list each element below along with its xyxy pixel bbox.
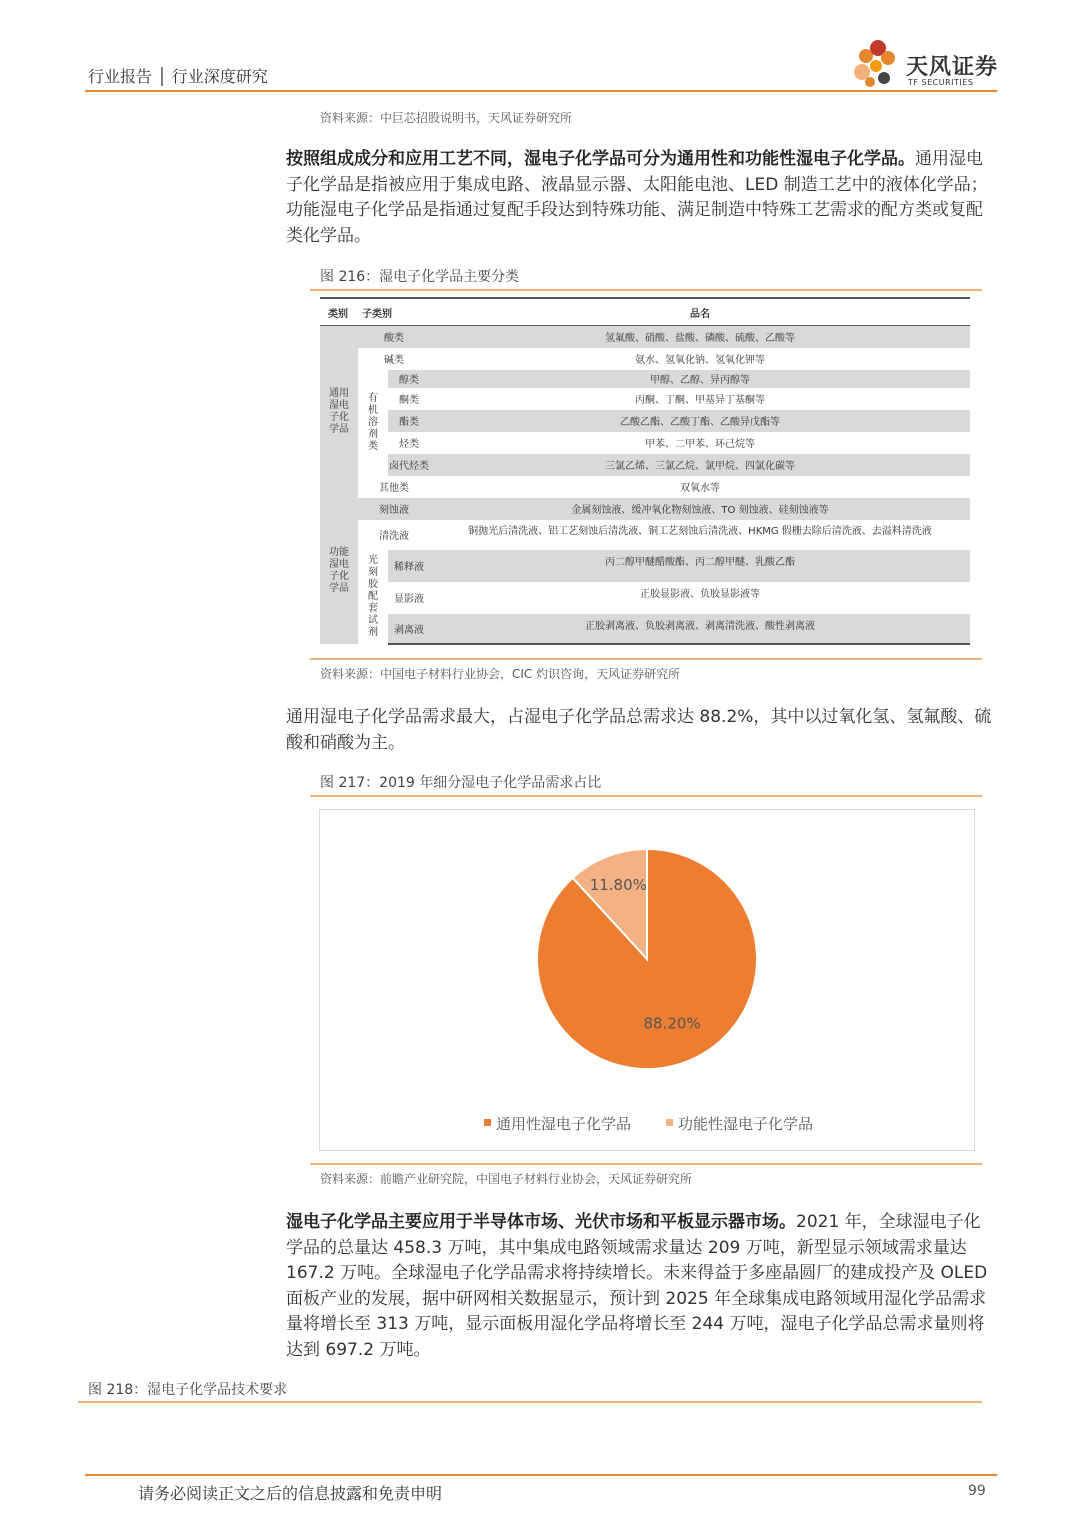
header-category: 类别 — [320, 298, 358, 326]
subcategory-cell: 碱类 — [358, 348, 430, 370]
figure-216-title: 图 216：湿电子化学品主要分类 — [320, 269, 520, 285]
paragraph-market-application — [286, 1210, 996, 1363]
product-cell: 丙二醇甲醚醋酸酯、丙二醇甲醚、乳酸乙酯 — [430, 550, 970, 582]
table-row — [320, 454, 970, 476]
pie-data-label-1: 11.80% — [589, 876, 647, 895]
legend-label-1: 功能性湿电子化学品 — [678, 1115, 814, 1133]
subcategory-cell: 其他类 — [358, 476, 430, 498]
figure-216-bottom-rule — [310, 658, 982, 660]
table-row — [320, 348, 970, 370]
subcategory-cell: 醇类 — [388, 370, 430, 388]
subcategory-cell: 剥离液 — [388, 614, 430, 644]
table-row — [320, 432, 970, 454]
table-row — [320, 476, 970, 498]
brand-name: 天风证券 — [906, 55, 999, 80]
table-row — [320, 498, 970, 520]
product-cell: 正胶剥离液、负胶剥离液、剥离清洗液、酸性剥离液 — [430, 614, 970, 644]
category-general: 通用湿电子化学品 — [320, 326, 358, 498]
subcategory-cell: 刻蚀液 — [358, 498, 430, 520]
table-row — [320, 410, 970, 432]
subcategory-photoresist-reagents: 光刻胶配套试剂 — [358, 550, 388, 644]
header-subcategory: 子类别 — [358, 298, 430, 326]
footer-divider — [85, 1474, 997, 1476]
product-cell: 三氯乙烯、三氯乙烷、氯甲烷、四氯化碳等 — [430, 454, 970, 476]
figure-218-top-rule — [78, 1401, 982, 1403]
product-cell: 氢氟酸、硝酸、盐酸、磷酸、硫酸、乙酸等 — [430, 326, 970, 348]
paragraph-lead: 按照组成成分和应用工艺不同，湿电子化学品可分为通用性和功能性湿电子化学品。 — [286, 149, 915, 169]
header-divider — [85, 90, 997, 92]
product-cell: 乙酸乙酯、乙酸丁酯、乙酸异戊酯等 — [430, 410, 970, 432]
figure-217-source: 资料来源：前瞻产业研究院，中国电子材料行业协会，天风证券研究所 — [320, 1172, 693, 1186]
legend-label-0: 通用性湿电子化学品 — [496, 1115, 632, 1133]
table-row — [320, 388, 970, 410]
product-cell: 双氧水等 — [430, 476, 970, 498]
table-row — [320, 614, 970, 644]
figure-217-title: 图 217：2019 年细分湿电子化学品需求占比 — [320, 775, 602, 791]
footer-disclaimer: 请务必阅读正文之后的信息披露和免责申明 — [138, 1484, 443, 1503]
header-product: 品名 — [430, 298, 970, 326]
legend-swatch-0 — [484, 1119, 491, 1126]
figure-218-title: 图 218：湿电子化学品技术要求 — [88, 1382, 288, 1398]
product-cell: 甲苯、二甲苯、环己烷等 — [430, 432, 970, 454]
product-cell: 丙酮、丁酮、甲基异丁基酮等 — [430, 388, 970, 410]
subcategory-cell: 酯类 — [388, 410, 430, 432]
product-cell: 甲醇、乙醇、异丙醇等 — [430, 370, 970, 388]
table-row — [320, 550, 970, 582]
report-type-label: 行业报告 │ 行业深度研究 — [88, 67, 268, 86]
product-cell: 氨水、氢氧化钠、氢氧化钾等 — [430, 348, 970, 370]
subcategory-cell: 酸类 — [358, 326, 430, 348]
table-row — [320, 370, 970, 388]
brand-subtitle: TF SECURITIES — [908, 78, 974, 87]
product-cell: 正胶显影液、负胶显影液等 — [430, 582, 970, 614]
subcategory-cell: 卤代烃类 — [388, 454, 430, 476]
paragraph-classification — [286, 147, 996, 249]
table-row — [320, 582, 970, 614]
category-functional: 功能湿电子化学品 — [320, 498, 358, 644]
pie-chart — [320, 810, 974, 1150]
paragraph-body: 通用湿电子化学品是指被应用于集成电路、液晶显示器、太阳能电池、LED 制造工艺中的液体化学品；功能湿电子化学品是指通过复配手段达到特殊功能、满足制造中特殊工艺需求的配方类或复配类化学品。 — [286, 149, 988, 246]
figure-216-source: 资料来源：中国电子材料行业协会，CIC 灼识咨询，天风证券研究所 — [320, 667, 681, 681]
product-cell: 铜抛光后清洗液、铝工艺刻蚀后清洗液、铜工艺刻蚀后清洗液、HKMG 假栅去除后清洗液、去溢料清洗液 — [430, 520, 970, 550]
pie-data-label-0: 88.20% — [643, 1014, 701, 1033]
subcategory-cell: 清洗液 — [358, 520, 430, 550]
table-row — [320, 520, 970, 550]
figure-217-top-rule — [310, 795, 982, 797]
subcategory-cell: 显影液 — [388, 582, 430, 614]
subcategory-cell: 稀释液 — [388, 550, 430, 582]
paragraph-demand-share: 通用湿电子化学品需求最大，占湿电子化学品总需求达 88.2%，其中以过氧化氢、氢氟酸、硫酸和硝酸为主。 — [286, 707, 992, 753]
table-row — [320, 326, 970, 348]
paragraph-lead: 湿电子化学品主要应用于半导体市场、光伏市场和平板显示器市场。 — [286, 1212, 796, 1232]
paragraph-body: 2021 年，全球湿电子化学品的总量达 458.3 万吨，其中集成电路领域需求量达 209 万吨，新型显示领域需求量达 167.2 万吨。全球湿电子化学品需求将持续增长。未来得益于多座晶圆厂的建成投产及 OLED 面板产业的发展，据中研网相关数据显示，预计到 2025 年全球集成电路领域用湿化学品需求量将增长至 313 万吨，显示面板用湿化学品将增长至 244 万吨，湿电子化学品总需求量则将达到 697.2 万吨。 — [286, 1212, 988, 1360]
source-note-top: 资料来源：中巨芯招股说明书，天风证券研究所 — [320, 111, 573, 125]
legend-swatch-1 — [666, 1119, 673, 1126]
figure-216-top-rule — [310, 289, 982, 291]
figure-217-bottom-rule — [310, 1163, 982, 1165]
classification-table — [320, 297, 970, 649]
subcategory-organic-solvents: 有机溶剂类 — [358, 370, 388, 476]
product-cell: 金属刻蚀液、缓冲氧化物刻蚀液、TO 刻蚀液、硅刻蚀液等 — [430, 498, 970, 520]
subcategory-cell: 烃类 — [388, 432, 430, 454]
page-number: 99 — [968, 1483, 986, 1499]
pie-chart-frame — [319, 809, 975, 1151]
subcategory-cell: 酮类 — [388, 388, 430, 410]
